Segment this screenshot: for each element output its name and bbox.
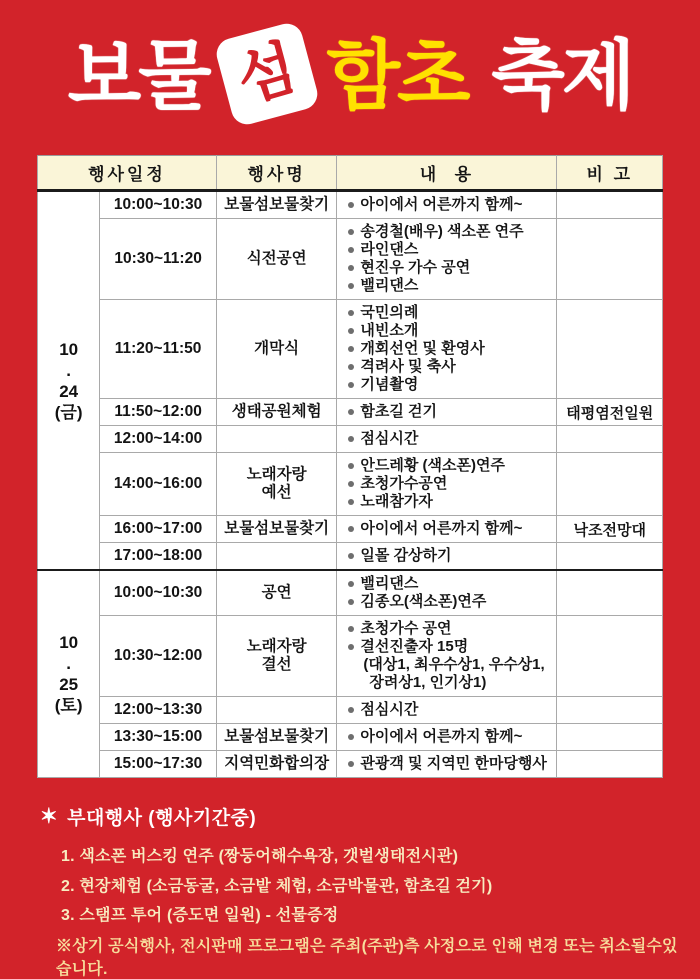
seom-badge-char: 섬: [229, 33, 304, 114]
content-cell: 밸리댄스 김종오(색소폰)연주: [337, 570, 557, 616]
bullet-icon: [348, 481, 354, 487]
content-cell: 점심시간: [337, 426, 557, 453]
bullet-icon: [348, 761, 354, 767]
bullet-icon: [348, 436, 354, 442]
bullet-icon: [348, 346, 354, 352]
day2-group: [38, 570, 663, 778]
star-icon: ✶: [40, 805, 59, 828]
event-name-cell: 노래자랑 결선: [216, 616, 337, 697]
bullet-icon: [348, 599, 354, 605]
time-cell: 11:20~11:50: [100, 300, 217, 399]
note-cell: [557, 426, 663, 453]
note-cell: [557, 191, 663, 219]
header-content: 내 용: [337, 156, 557, 191]
bullet-icon: [348, 328, 354, 334]
schedule-table: [37, 155, 663, 778]
header-schedule: 행사일정: [38, 156, 217, 191]
bullet-icon: [348, 553, 354, 559]
bullet-icon: [348, 364, 354, 370]
table-row: [38, 751, 663, 778]
content-cell: 송경철(배우) 색소폰 연주 라인댄스 현진우 가수 공연 밸리댄스: [337, 219, 557, 300]
title-word-hamcho: 함초: [326, 34, 468, 119]
bullet-icon: [348, 734, 354, 740]
bullet-icon: [348, 644, 354, 650]
event-name-cell: 식전공연: [216, 219, 337, 300]
day1-group: [38, 191, 663, 571]
note-cell: [557, 543, 663, 571]
title-word-treasure: 보물: [67, 34, 209, 119]
bullet-icon: [348, 581, 354, 587]
content-cell: 점심시간: [337, 697, 557, 724]
time-cell: 10:30~12:00: [100, 616, 217, 697]
bullet-icon: [348, 707, 354, 713]
bullet-icon: [348, 409, 354, 415]
event-name-cell: 보물섬보물찾기: [216, 724, 337, 751]
table-row: [38, 219, 663, 300]
time-cell: 12:00~13:30: [100, 697, 217, 724]
event-name-cell: 개막식: [216, 300, 337, 399]
title-word-festival: 축제: [491, 34, 633, 119]
time-cell: 10:00~10:30: [100, 191, 217, 219]
content-cell: 초청가수 공연 결선진출자 15명 (대상1, 최우수상1, 우수상1, 장려상1, 인기상1): [337, 616, 557, 697]
side-event-item: 3. 스탬프 투어 (증도면 일원) - 선물증정: [61, 907, 339, 924]
time-cell: 12:00~14:00: [100, 426, 217, 453]
content-cell: 관광객 및 지역민 한마당행사: [337, 751, 557, 778]
bullet-icon: [348, 526, 354, 532]
event-name-cell: 생태공원체험: [216, 399, 337, 426]
event-name-cell: 보물섬보물찾기: [216, 516, 337, 543]
time-cell: 15:00~17:30: [100, 751, 217, 778]
content-cell: 안드레황 (색소폰)연주 초청가수공연 노래참가자: [337, 453, 557, 516]
table-row: [38, 516, 663, 543]
table-row: [38, 570, 663, 616]
note-cell: [557, 751, 663, 778]
bullet-icon: [348, 382, 354, 388]
time-cell: 16:00~17:00: [100, 516, 217, 543]
event-name-cell: 보물섬보물찾기: [216, 191, 337, 219]
bullet-icon: [348, 229, 354, 235]
note-cell: [557, 300, 663, 399]
content-cell: 아이에서 어른까지 함께~: [337, 191, 557, 219]
side-event-item: 1. 색소폰 버스킹 연주 (짱둥어해수욕장, 갯벌생태전시관): [61, 848, 459, 865]
time-cell: 13:30~15:00: [100, 724, 217, 751]
side-events-heading-text: 부대행사 (행사기간중): [67, 808, 257, 829]
table-row: [38, 697, 663, 724]
content-cell: 국민의례 내빈소개 개회선언 및 환영사 격려사 및 축사 기념촬영: [337, 300, 557, 399]
poster-title: [0, 14, 700, 140]
time-cell: 10:30~11:20: [100, 219, 217, 300]
event-name-cell: [216, 697, 337, 724]
bullet-icon: [348, 247, 354, 253]
bullet-icon: [348, 202, 354, 208]
disclaimer-text: ※상기 공식행사, 전시판매 프로그램은 주최(주관)측 사정으로 인해 변경 또는 취소될수있습니다.: [56, 938, 678, 978]
event-name-cell: 노래자랑 예선: [216, 453, 337, 516]
content-cell: 일몰 감상하기: [337, 543, 557, 571]
bullet-icon: [348, 283, 354, 289]
table-row: [38, 724, 663, 751]
date-cell-oct25: 10 . 25 (토): [38, 570, 100, 778]
event-name-cell: [216, 543, 337, 571]
table-row: [38, 616, 663, 697]
time-cell: 11:50~12:00: [100, 399, 217, 426]
table-row: [38, 300, 663, 399]
content-cell: 아이에서 어른까지 함께~: [337, 724, 557, 751]
side-event-item: 2. 현장체험 (소금동굴, 소금밭 체험, 소금박물관, 함초길 걷기): [61, 877, 493, 895]
bullet-icon: [348, 310, 354, 316]
side-events-list: [61, 843, 680, 925]
bullet-icon: [348, 463, 354, 469]
side-events-section: [40, 803, 680, 979]
table-row: [38, 453, 663, 516]
side-events-heading: [40, 803, 680, 830]
event-name-cell: 공연: [216, 570, 337, 616]
bullet-icon: [348, 626, 354, 632]
time-cell: 10:00~10:30: [100, 570, 217, 616]
note-cell: [557, 724, 663, 751]
content-cell: 아이에서 어른까지 함께~: [337, 516, 557, 543]
time-cell: 14:00~16:00: [100, 453, 217, 516]
note-cell: [557, 453, 663, 516]
note-cell: 태평염전일원: [557, 399, 663, 426]
header-note: 비 고: [557, 156, 663, 191]
note-cell: 낙조전망대: [557, 516, 663, 543]
date-cell-oct24: 10 . 24 (금): [38, 191, 100, 571]
note-cell: [557, 570, 663, 616]
header-event-name: 행사명: [216, 156, 337, 191]
table-row: [38, 399, 663, 426]
table-row: [38, 191, 663, 219]
seom-badge: [213, 20, 321, 128]
time-cell: 17:00~18:00: [100, 543, 217, 571]
note-cell: [557, 697, 663, 724]
note-cell: [557, 616, 663, 697]
event-name-cell: [216, 426, 337, 453]
event-name-cell: 지역민화합의장: [216, 751, 337, 778]
note-cell: [557, 219, 663, 300]
table-header-row: [38, 156, 663, 191]
bullet-icon: [348, 265, 354, 271]
table-row: [38, 543, 663, 571]
table-row: [38, 426, 663, 453]
bullet-icon: [348, 499, 354, 505]
content-cell: 함초길 걷기: [337, 399, 557, 426]
